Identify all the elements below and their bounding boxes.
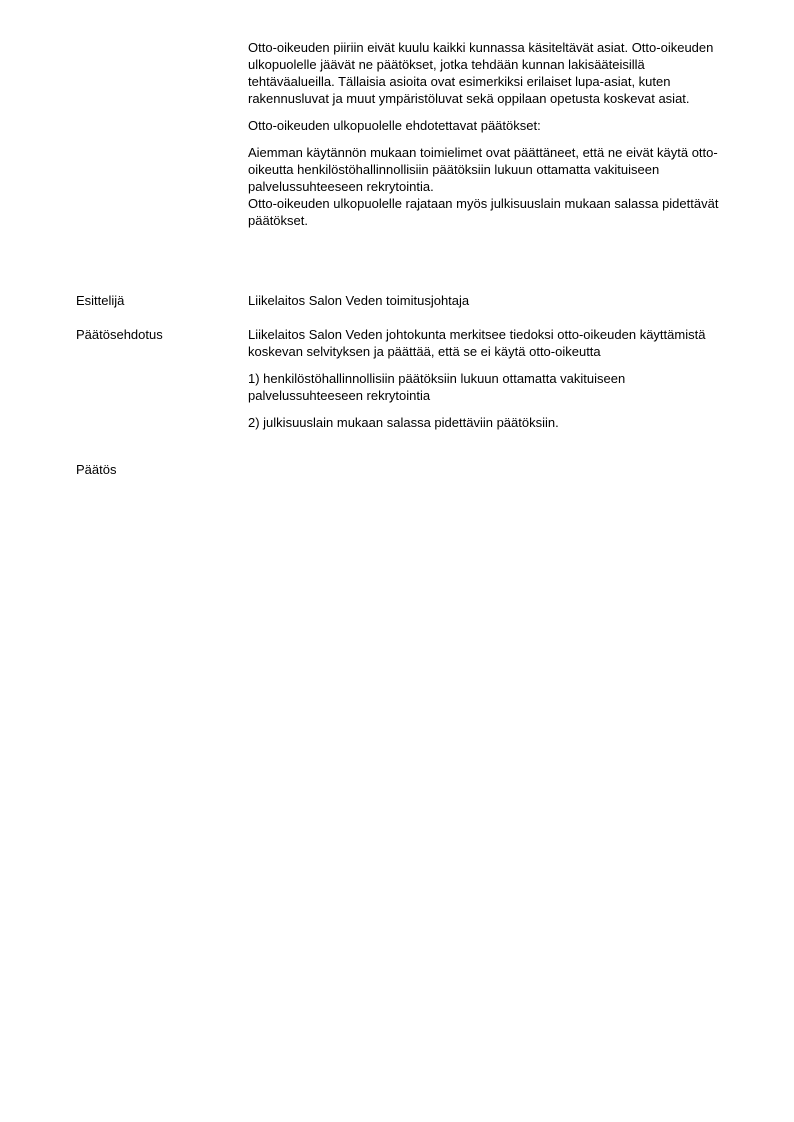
- intro-paragraph-confidential: Otto-oikeuden ulkopuolelle rajataan myös julkisuuslain mukaan salassa pidettävät päätökset.: [248, 196, 719, 228]
- esittelija-value: Liikelaitos Salon Veden toimitusjohtaja: [248, 293, 470, 308]
- paatosehdotus-item-1: 1) henkilöstöhallinnollisiin päätöksiin lukuun ottamatta vakituiseen palvelussuhteeseen rekrytointia: [248, 371, 626, 403]
- esittelija-label: Esittelijä: [76, 293, 125, 308]
- intro-paragraph-scope: Otto-oikeuden piiriin eivät kuulu kaikki kunnassa käsiteltävät asiat. Otto-oikeuden ulkopuolelle jäävät ne päätökset, jotka tehdään kunnan lakisääteisillä tehtäväalueilla. Tällaisia asioita ovat esimerkiksi erilaiset lupa-asiat, kuten rakennusluvat ja muut ympäristöluvat sekä oppilaan opetusta koskevat asiat.: [248, 40, 714, 106]
- paatos-label: Päätös: [76, 462, 117, 477]
- paatosehdotus-label: Päätösehdotus: [76, 327, 163, 342]
- paatosehdotus-paragraph: Liikelaitos Salon Veden johtokunta merkitsee tiedoksi otto-oikeuden käyttämistä koskevan selvityksen ja päättää, että se ei käytä otto-oikeutta: [248, 327, 706, 359]
- intro-paragraph-heading: Otto-oikeuden ulkopuolelle ehdotettavat päätökset:: [248, 118, 541, 133]
- intro-section: [248, 39, 728, 229]
- intro-paragraph-practice: Aiemman käytännön mukaan toimielimet ovat päättäneet, että ne eivät käytä otto-oikeutta henkilöstöhallinnollisiin päätöksiin lukuun ottamatta vakituiseen palvelussuhteeseen rekrytointia.: [248, 145, 718, 194]
- paatosehdotus-item-2: 2) julkisuuslain mukaan salassa pidettäviin päätöksiin.: [248, 415, 559, 430]
